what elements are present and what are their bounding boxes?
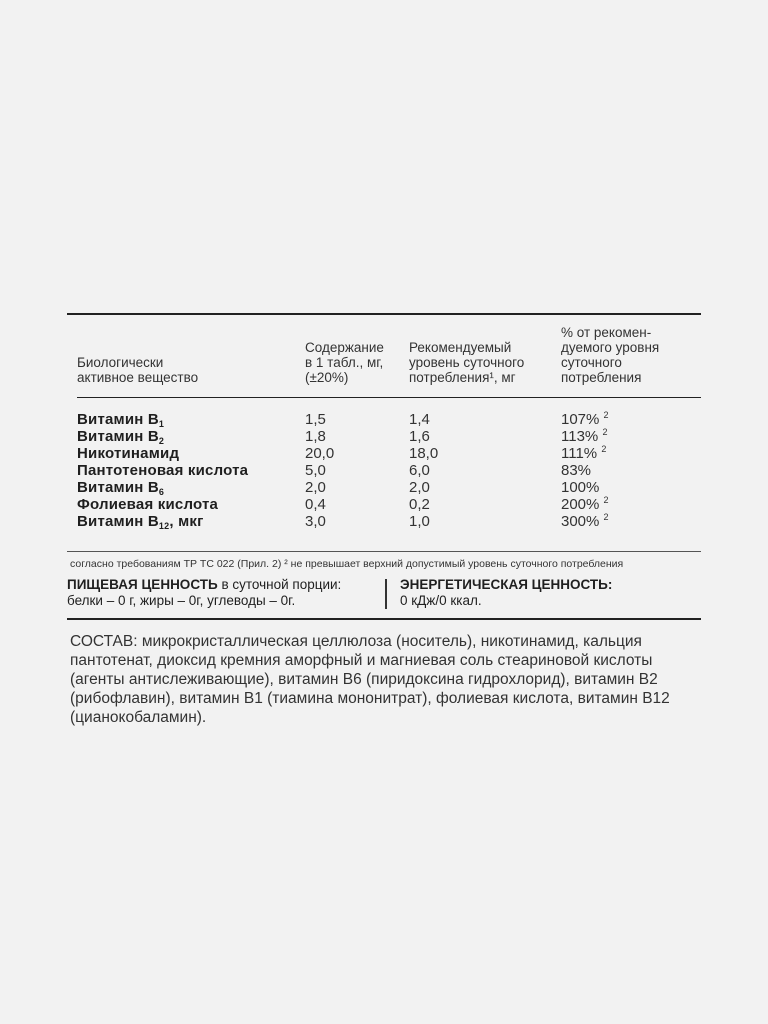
footnote: согласно требованиям ТР ТС 022 (Прил. 2) ² не превышает верхний допустимый уровень суточного потребления <box>70 558 624 570</box>
table-row: Пантотеновая кислота 5,0 6,0 83% <box>77 462 592 479</box>
table-row: Витамин $B_1$ 1,5 1,4 107% $^2$ <box>77 410 609 429</box>
energy-value: ЭНЕРГЕТИЧЕСКАЯ ЦЕННОСТЬ: 0 кДж/0 ккал. <box>400 577 613 608</box>
table-header <box>67 315 701 397</box>
nutrition-energy-block <box>67 577 701 618</box>
header-substance: Биологически активное вещество <box>77 355 199 385</box>
table-row: Витамин $B_2$ 1,8 1,6 113% $^2$ <box>77 427 608 446</box>
table-row: Витамин $B_6$ 2,0 2,0 100% <box>77 479 600 497</box>
table-row: Фолиевая кислота 0,4 0,2 200% $^2$ <box>77 495 609 513</box>
nutrition-value: ПИЩЕВАЯ ЦЕННОСТЬ в суточной порции: белки – 0 г, жиры – 0г, углеводы – 0г. <box>67 577 342 608</box>
header-percent: % от рекомен- дуемого уровня суточного потребления <box>561 325 660 385</box>
header-recommended: Рекомендуемый уровень суточного потребления¹, мг <box>409 340 525 385</box>
table-body <box>67 398 701 551</box>
table-row: Витамин $B_{12}$, мкг 3,0 1,0 300% $^2$ <box>77 512 609 531</box>
supplement-facts-panel <box>67 313 701 727</box>
table-row: Никотинамид 20,0 18,0 111% $^2$ <box>77 444 607 462</box>
composition: СОСТАВ: микрокристаллическая целлюлоза (носитель), никотинамид, кальция пантотенат, диоксид кремния аморфный и магниевая соль стеариновой кислоты (агенты антислеживающие), витамин В6 (пиридоксина гидрохлорид), витамин В2 (рибофлавин), витамин В1 (тиамина мононитрат), фолиевая кислота, витамин В12 (цианокобаламин). <box>70 633 670 726</box>
header-content: Содержание в 1 табл., мг, (±20%) <box>305 340 384 385</box>
